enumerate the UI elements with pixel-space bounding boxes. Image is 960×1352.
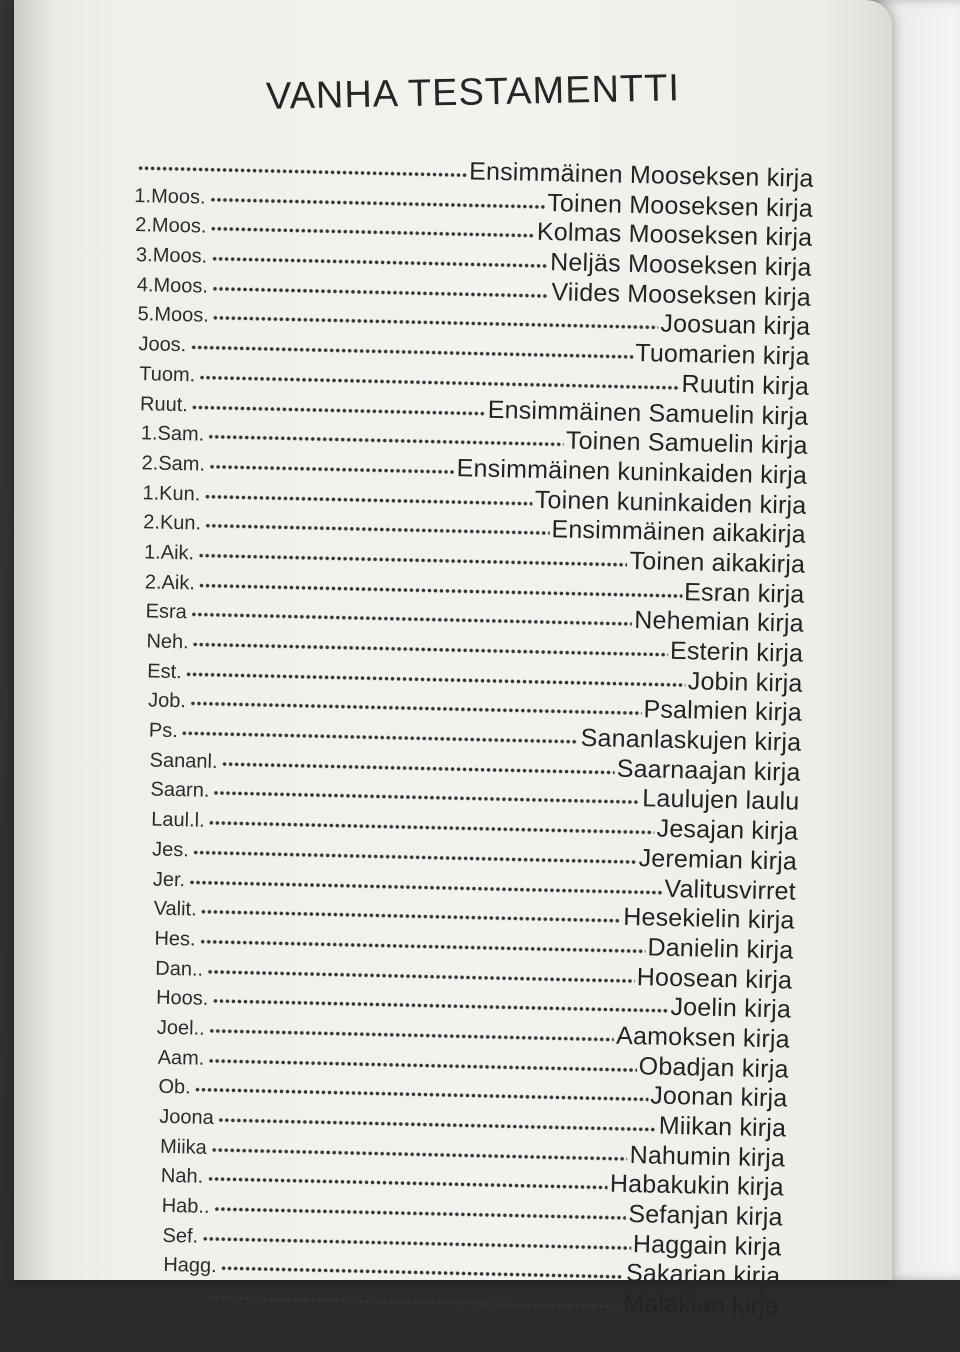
dot-leader xyxy=(221,1267,624,1280)
dot-leader xyxy=(192,405,486,415)
book-abbreviation: Valit. xyxy=(153,897,197,921)
book-abbreviation: Dan.. xyxy=(155,957,204,981)
dot-leader xyxy=(198,553,628,566)
book-abbreviation: Laul.l. xyxy=(151,808,205,832)
book-full-name: Obadjan kirja xyxy=(638,1051,789,1084)
book-full-name: Laulujen laulu xyxy=(642,784,800,817)
book-page xyxy=(14,0,892,1335)
book-abbreviation: Est. xyxy=(147,660,182,683)
book-abbreviation: Job. xyxy=(147,689,187,713)
book-full-name: Hoosean kirja xyxy=(636,962,793,995)
book-abbreviation: Sak. xyxy=(163,1284,205,1307)
book-full-name: Haggain kirja xyxy=(632,1229,782,1262)
book-abbreviation: Ob. xyxy=(158,1076,191,1099)
book-abbreviation: Hoos. xyxy=(155,986,209,1011)
dot-leader xyxy=(193,642,668,656)
book-full-name: Toinen kuninkaiden kirja xyxy=(534,485,807,520)
book-abbreviation: 1.Kun. xyxy=(142,481,201,506)
book-abbreviation: 1.Sam. xyxy=(140,422,205,446)
book-abbreviation: 2.Moos. xyxy=(135,214,207,238)
dot-leader xyxy=(190,702,642,716)
dot-leader xyxy=(202,1236,631,1249)
book-full-name: Ensimmäinen aikakirja xyxy=(551,515,807,549)
book-full-name: Psalmien kirja xyxy=(643,695,803,728)
dot-leader xyxy=(209,821,655,835)
book-full-name: Ruutin kirja xyxy=(681,369,810,401)
book-list xyxy=(108,150,814,1352)
book-abbreviation: Jer. xyxy=(152,868,186,891)
book-abbreviation: Aam. xyxy=(157,1046,205,1070)
book-full-name: Nahumin kirja xyxy=(629,1140,786,1173)
dot-leader xyxy=(193,850,637,864)
dot-leader xyxy=(182,731,579,744)
book-abbreviation: Sananl. xyxy=(149,749,218,773)
dot-leader xyxy=(221,762,614,775)
book-abbreviation: Sef. xyxy=(162,1224,199,1248)
book-abbreviation: Hes. xyxy=(154,927,196,951)
book-abbreviation: Jes. xyxy=(151,838,190,862)
book-abbreviation: 1.Aik. xyxy=(143,541,195,565)
dot-leader xyxy=(190,345,633,359)
dot-leader xyxy=(191,613,633,627)
book-full-name: Esterin kirja xyxy=(669,636,804,668)
book-full-name: Esran kirja xyxy=(683,577,805,609)
dot-leader xyxy=(207,969,635,982)
dot-leader xyxy=(213,791,640,804)
book-abbreviation: 1.Moos. xyxy=(134,184,206,209)
book-abbreviation: Neh. xyxy=(146,630,189,654)
book-full-name: Habakukin kirja xyxy=(609,1170,785,1202)
book-full-name: Toinen aikakirja xyxy=(629,546,806,579)
dot-leader xyxy=(212,286,549,297)
book-abbreviation: Ruut. xyxy=(139,392,189,416)
book-full-name: Ensimmäinen Mooseksen kirja xyxy=(468,157,814,193)
book-abbreviation: 5.Moos. xyxy=(137,303,210,328)
dot-leader xyxy=(204,494,533,505)
book-full-name: Nehemian kirja xyxy=(634,606,805,639)
dot-leader xyxy=(208,1058,636,1071)
dot-leader xyxy=(138,166,468,177)
book-full-name: Tuomarien kirja xyxy=(635,339,810,371)
book-abbreviation: Nah. xyxy=(160,1165,204,1189)
book-full-name: Malakian kirja xyxy=(623,1289,780,1321)
dot-leader xyxy=(205,524,549,536)
dot-leader xyxy=(199,375,679,389)
book-full-name: Valitusvirret xyxy=(664,874,797,906)
book-full-name: Joosuan kirja xyxy=(660,309,811,342)
book-abbreviation: 4.Moos. xyxy=(136,273,209,298)
dot-leader xyxy=(210,227,535,238)
book-full-name: Toinen Samuelin kirja xyxy=(565,426,809,460)
book-full-name: Sananlaskujen kirja xyxy=(580,723,802,757)
dot-leader xyxy=(208,435,564,447)
dot-leader xyxy=(212,999,668,1013)
book-abbreviation: Joona xyxy=(159,1105,215,1129)
book-full-name: Kolmas Mooseksen kirja xyxy=(536,218,813,253)
dot-leader xyxy=(186,672,686,687)
page-title: VANHA TESTAMENTTI xyxy=(265,67,681,118)
book-full-name: Sefanjan kirja xyxy=(628,1200,783,1232)
dot-leader xyxy=(213,316,659,330)
dot-leader xyxy=(200,939,646,953)
book-abbreviation: Tuom. xyxy=(139,362,196,387)
dot-leader xyxy=(209,465,455,474)
book-full-name: Ensimmäinen Samuelin kirja xyxy=(487,395,809,431)
book-full-name: Jeremian kirja xyxy=(638,843,798,876)
book-abbreviation: Mal. xyxy=(164,1311,203,1335)
book-full-name: Jesajan kirja xyxy=(656,814,799,846)
dot-leader xyxy=(207,1177,608,1190)
book-full-name: Miikan kirja xyxy=(658,1111,787,1143)
book-full-name: Joelin kirja xyxy=(670,993,792,1024)
book-full-name: Joonan kirja xyxy=(649,1081,788,1113)
dot-leader xyxy=(209,197,545,208)
book-full-name: Toinen Mooseksen kirja xyxy=(546,188,814,223)
dot-leader xyxy=(211,1148,628,1161)
book-full-name: Neljäs Mooseksen kirja xyxy=(549,248,812,282)
book-full-name: Aamoksen kirja xyxy=(615,1021,791,1054)
book-abbreviation: Esra xyxy=(145,600,188,624)
book-abbreviation: Joel.. xyxy=(156,1016,205,1040)
book-full-name: Saarnaajan kirja xyxy=(616,754,801,787)
book-abbreviation: Hagg. xyxy=(163,1254,217,1278)
book-abbreviation: Hab.. xyxy=(161,1194,210,1218)
book-full-name: Danielin kirja xyxy=(647,933,794,965)
book-full-name: Jobin kirja xyxy=(687,666,803,698)
dot-leader xyxy=(209,1029,614,1042)
book-abbreviation: 2.Kun. xyxy=(143,511,202,535)
book-abbreviation: 3.Moos. xyxy=(135,244,208,268)
dot-leader xyxy=(208,1296,621,1309)
dot-leader xyxy=(211,257,548,268)
book-abbreviation: 2.Aik. xyxy=(144,570,196,595)
book-full-name: Viides Mooseksen kirja xyxy=(551,277,812,312)
book-abbreviation: Ps. xyxy=(148,719,179,743)
dot-leader xyxy=(195,1088,649,1102)
book-full-name: Ensimmäinen kuninkaiden kirja xyxy=(456,453,808,490)
book-abbreviation: 2.Sam. xyxy=(141,452,206,476)
book-abbreviation: Miika xyxy=(159,1135,208,1159)
dot-leader xyxy=(189,880,662,894)
book-abbreviation: Saarn. xyxy=(150,778,210,803)
dot-leader xyxy=(199,583,682,598)
dot-leader xyxy=(218,1118,657,1132)
book-abbreviation: Joos. xyxy=(138,333,187,357)
dot-leader xyxy=(213,1207,626,1220)
book-full-name: Sakarjan kirja xyxy=(625,1259,781,1291)
book-full-name: Hesekielin kirja xyxy=(622,903,795,935)
dot-leader xyxy=(201,910,622,923)
